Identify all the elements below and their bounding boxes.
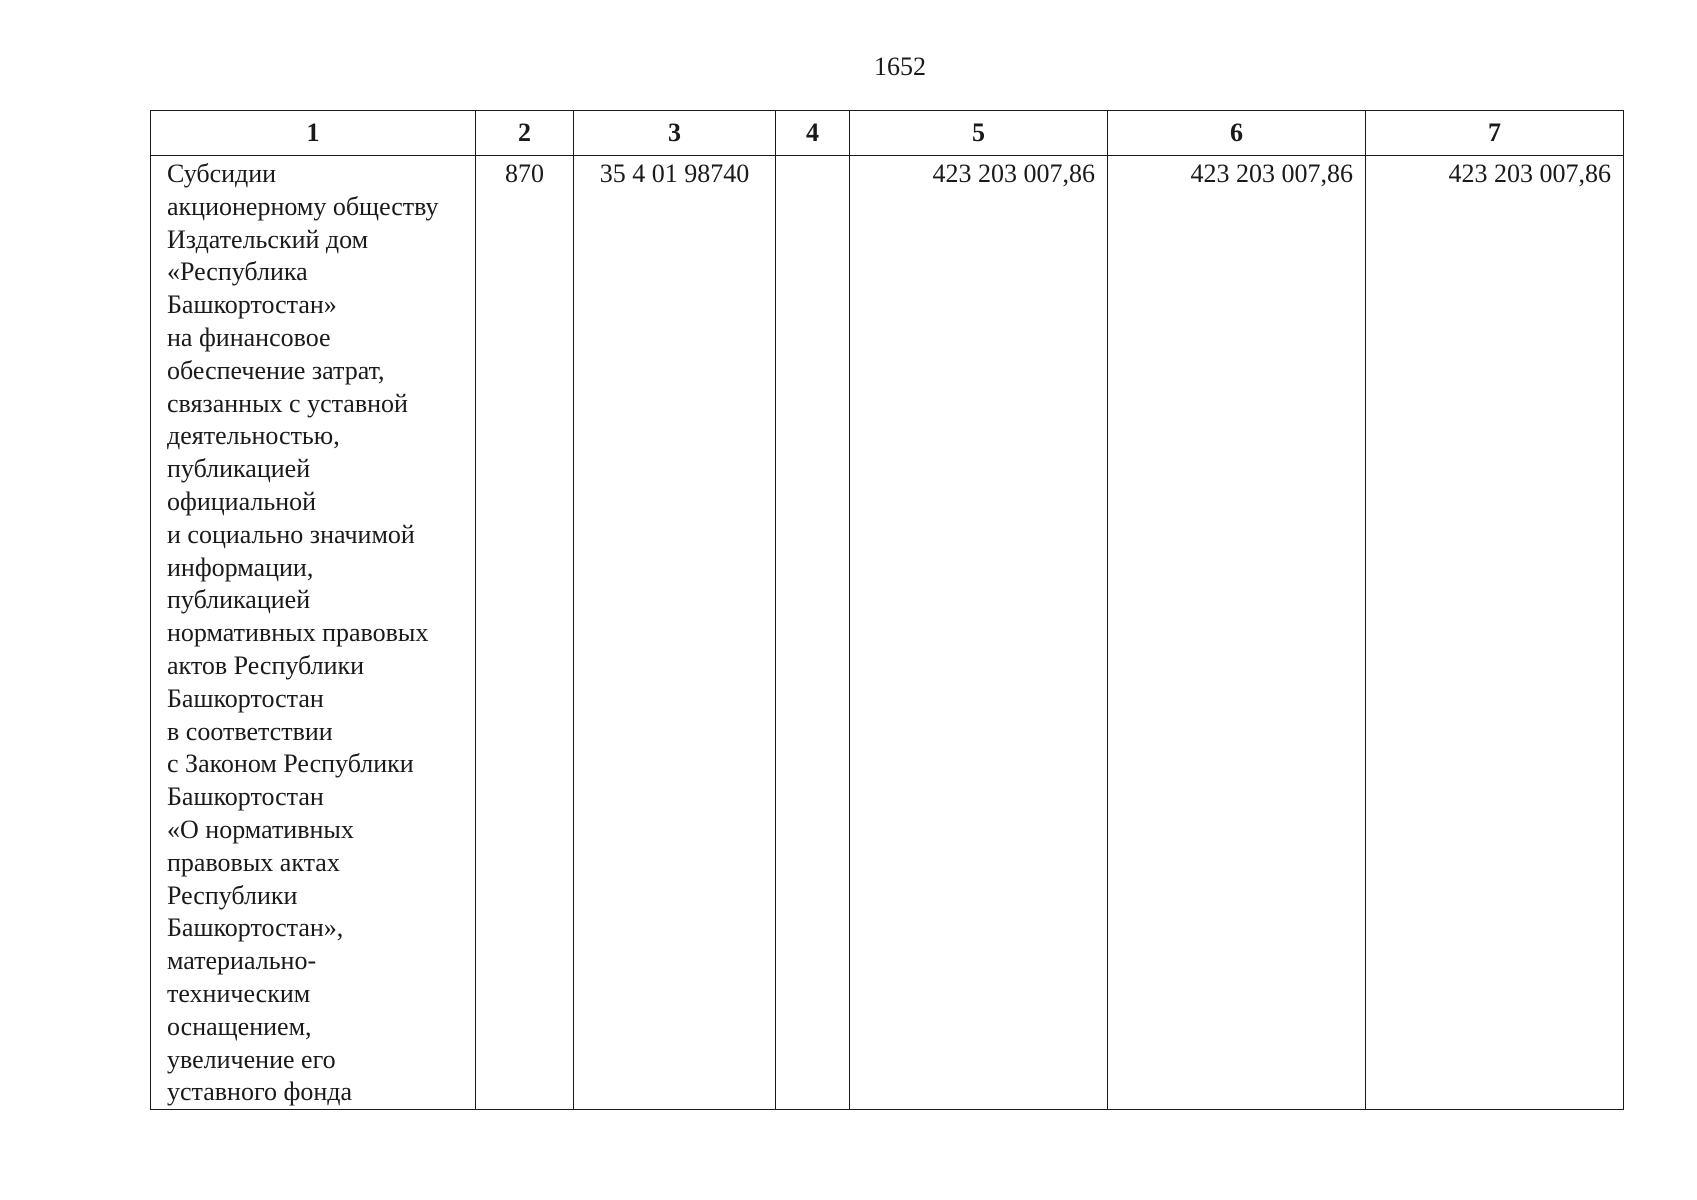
description-line: деятельностью,	[167, 421, 340, 451]
description-line: акционерному обществу	[167, 191, 439, 221]
description-line: уставного фонда	[167, 1077, 352, 1107]
description-line: правовых актах	[167, 847, 340, 877]
description-line: публикацией	[167, 585, 311, 615]
description-line: «О нормативных	[167, 814, 354, 844]
header-col-2: 2	[476, 111, 574, 156]
expense-type-cell	[776, 156, 850, 1110]
description-line: информации,	[167, 552, 314, 582]
description-line: Субсидии	[167, 159, 277, 188]
description-line: с Законом Республики	[167, 749, 414, 779]
header-col-1: 1	[151, 111, 476, 156]
description-line: материально-	[167, 946, 317, 976]
account-code-cell: 870	[476, 156, 574, 1110]
table-row	[151, 156, 1624, 1110]
header-col-3: 3	[574, 111, 776, 156]
description-line: обеспечение затрат,	[167, 355, 385, 385]
description-line: и социально значимой	[167, 519, 415, 549]
amount-col-5-cell: 423 203 007,86	[850, 156, 1108, 1110]
description-line: на финансовое	[167, 322, 331, 352]
description-cell	[151, 156, 476, 1110]
target-article-cell: 35 4 01 98740	[574, 156, 776, 1110]
description-line: Башкортостан	[167, 683, 324, 713]
description-line: увеличение его	[167, 1044, 336, 1074]
description-line: Башкортостан»,	[167, 913, 344, 943]
description-line: связанных с уставной	[167, 388, 408, 418]
description-line: Республики	[167, 880, 298, 910]
description-line: актов Республики	[167, 650, 365, 680]
header-col-7: 7	[1366, 111, 1624, 156]
description-line: нормативных правовых	[167, 618, 429, 648]
description-line: официальной	[167, 486, 317, 516]
description-line: Башкортостан	[167, 782, 324, 812]
description-line: «Республика	[167, 257, 308, 287]
header-col-5: 5	[850, 111, 1108, 156]
description-line: в соответствии	[167, 716, 333, 746]
page-number: 1652	[874, 52, 926, 81]
header-col-6: 6	[1108, 111, 1366, 156]
budget-table	[150, 110, 1624, 1110]
description-line: публикацией	[167, 454, 311, 484]
description-line: Башкортостан»	[167, 290, 337, 320]
description-line: техническим	[167, 978, 311, 1008]
amount-col-6-cell: 423 203 007,86	[1108, 156, 1366, 1110]
description-line: оснащением,	[167, 1011, 312, 1041]
header-row	[151, 111, 1624, 156]
amount-col-7-cell: 423 203 007,86	[1366, 156, 1624, 1110]
header-col-4: 4	[776, 111, 850, 156]
description-line: Издательский дом	[167, 224, 369, 254]
